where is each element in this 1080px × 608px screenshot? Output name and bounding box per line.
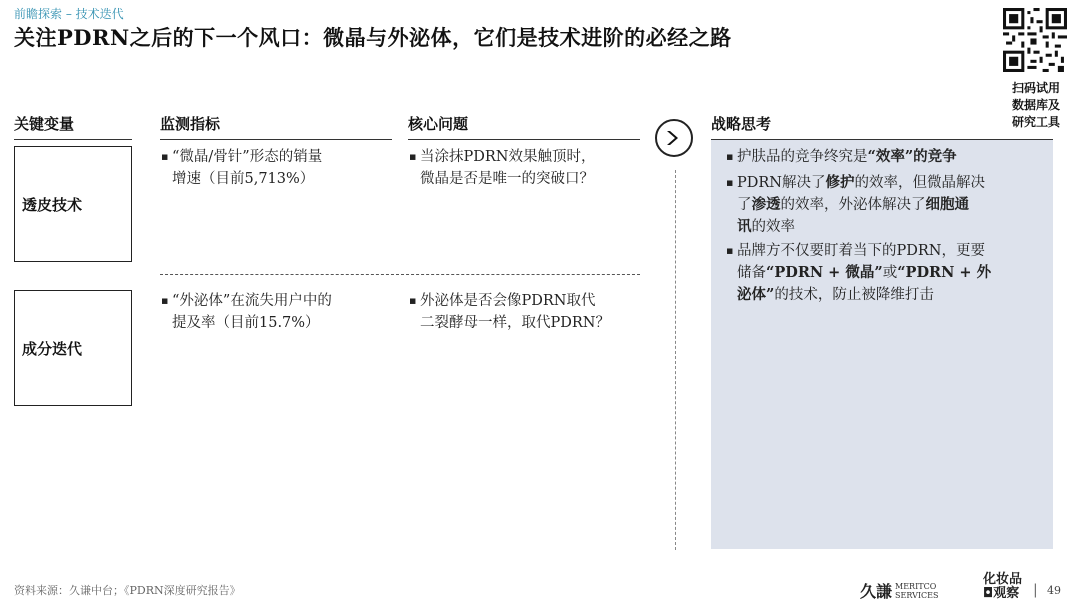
bullet-dot: ▪ bbox=[409, 294, 417, 307]
meritco-logo-sub-line: MERITCO bbox=[895, 581, 937, 591]
strategy-text: PDRN解决了 bbox=[737, 175, 826, 191]
strategy-text: 储备 bbox=[737, 265, 766, 281]
meritco-logo-sub bbox=[895, 582, 938, 600]
footer-separator: | bbox=[1033, 582, 1038, 598]
chevron-right-icon bbox=[655, 119, 693, 157]
meritco-logo-sub-line: SERVICES bbox=[895, 590, 939, 600]
strategy-line bbox=[737, 216, 1047, 238]
column-header-question: 核心问题 bbox=[408, 113, 640, 140]
page-number: 49 bbox=[1047, 584, 1061, 597]
bullet-dot: ▪ bbox=[161, 294, 169, 307]
indicator-line: “微晶/骨针”形态的销量 bbox=[172, 149, 323, 165]
strategy-line bbox=[737, 172, 1047, 194]
bullet-dot: ▪ bbox=[409, 150, 417, 163]
variable-label: 成分迭代 bbox=[22, 339, 83, 358]
question-line: 微晶是否是唯一的突破口？ bbox=[420, 171, 594, 187]
strategy-text: 的效率 bbox=[751, 219, 795, 235]
strategy-emphasis: “PDRN + 外 bbox=[897, 264, 992, 281]
strategy-text: 品牌方不仅要盯着当下的PDRN，更要 bbox=[737, 243, 985, 259]
column-header-strategy: 战略思考 bbox=[711, 113, 1053, 140]
column-divider bbox=[675, 170, 676, 550]
row-divider bbox=[160, 274, 640, 275]
question-line: 二裂酵母一样，取代PDRN？ bbox=[420, 315, 610, 331]
column-header-indicator: 监测指标 bbox=[160, 113, 392, 140]
meritco-logo bbox=[860, 579, 938, 602]
logo-line: 化妆品 bbox=[983, 572, 1023, 587]
strategy-emphasis: 渗透 bbox=[751, 196, 781, 213]
bullet-dot: ▪ bbox=[161, 150, 169, 163]
indicator-line: 增速（目前5,713%） bbox=[172, 171, 315, 187]
strategy-emphasis: 细胞通 bbox=[925, 196, 969, 213]
bullet-dot: ▪ bbox=[726, 244, 734, 257]
cosmetics-observer-logo bbox=[983, 573, 1022, 601]
meritco-logo-main: 久謙 bbox=[860, 582, 893, 601]
strategy-bullet bbox=[726, 240, 1047, 306]
strategy-line bbox=[737, 262, 1047, 284]
question-line: 外泌体是否会像PDRN取代 bbox=[420, 293, 596, 309]
qr-caption-line: 数据库及 bbox=[1011, 98, 1060, 112]
strategy-line bbox=[737, 240, 1047, 262]
bullet-dot: ▪ bbox=[726, 176, 734, 189]
indicator-bullet bbox=[161, 290, 397, 334]
bullet-dot: ▪ bbox=[726, 150, 734, 163]
strategy-text: 或 bbox=[882, 265, 898, 281]
strategy-bullet bbox=[726, 146, 1047, 168]
source-note: 资料来源：久谦中台；《PDRN深度研究报告》 bbox=[14, 584, 241, 597]
strategy-bullet bbox=[726, 172, 1047, 238]
variable-label: 透皮技术 bbox=[22, 195, 83, 214]
strategy-line bbox=[737, 284, 1047, 306]
strategy-emphasis: 讯 bbox=[737, 218, 752, 235]
strategy-line bbox=[737, 194, 1047, 216]
question-bullet bbox=[409, 146, 650, 190]
variable-box-ingredient bbox=[14, 290, 132, 406]
strategy-emphasis: 修护 bbox=[825, 174, 855, 191]
strategy-text: 的效率，但微晶解决 bbox=[854, 175, 985, 191]
variable-box-transdermal bbox=[14, 146, 132, 262]
qr-code-icon bbox=[1003, 8, 1067, 72]
indicator-line: 提及率（目前15.7%） bbox=[172, 315, 320, 331]
strategy-text: 的效率，外泌体解决了 bbox=[780, 197, 926, 213]
strategy-text: 的技术，防止被降维打击 bbox=[774, 287, 934, 303]
question-bullet bbox=[409, 290, 650, 334]
strategy-text: 了 bbox=[737, 197, 752, 213]
page-title: 关注PDRN之后的下一个风口：微晶与外泌体，它们是技术进阶的必经之路 bbox=[14, 25, 732, 50]
strategy-emphasis: 泌体” bbox=[737, 286, 775, 303]
column-header-variable: 关键变量 bbox=[14, 113, 132, 140]
question-line: 当涂抹PDRN效果触顶时， bbox=[420, 149, 596, 165]
strategy-text: 护肤品的竞争终究是 bbox=[737, 149, 868, 165]
indicator-bullet bbox=[161, 146, 397, 190]
qr-caption-line: 研究工具 bbox=[1011, 115, 1060, 129]
breadcrumb: 前瞻探索 – 技术迭代 bbox=[14, 7, 124, 21]
indicator-line: “外泌体”在流失用户中的 bbox=[172, 293, 332, 309]
logo-line: ◘观察 bbox=[983, 586, 1020, 601]
strategy-emphasis: “效率”的竞争 bbox=[867, 148, 957, 165]
strategy-emphasis: “PDRN + 微晶” bbox=[766, 264, 883, 281]
qr-caption-line: 扫码试用 bbox=[1011, 81, 1060, 95]
